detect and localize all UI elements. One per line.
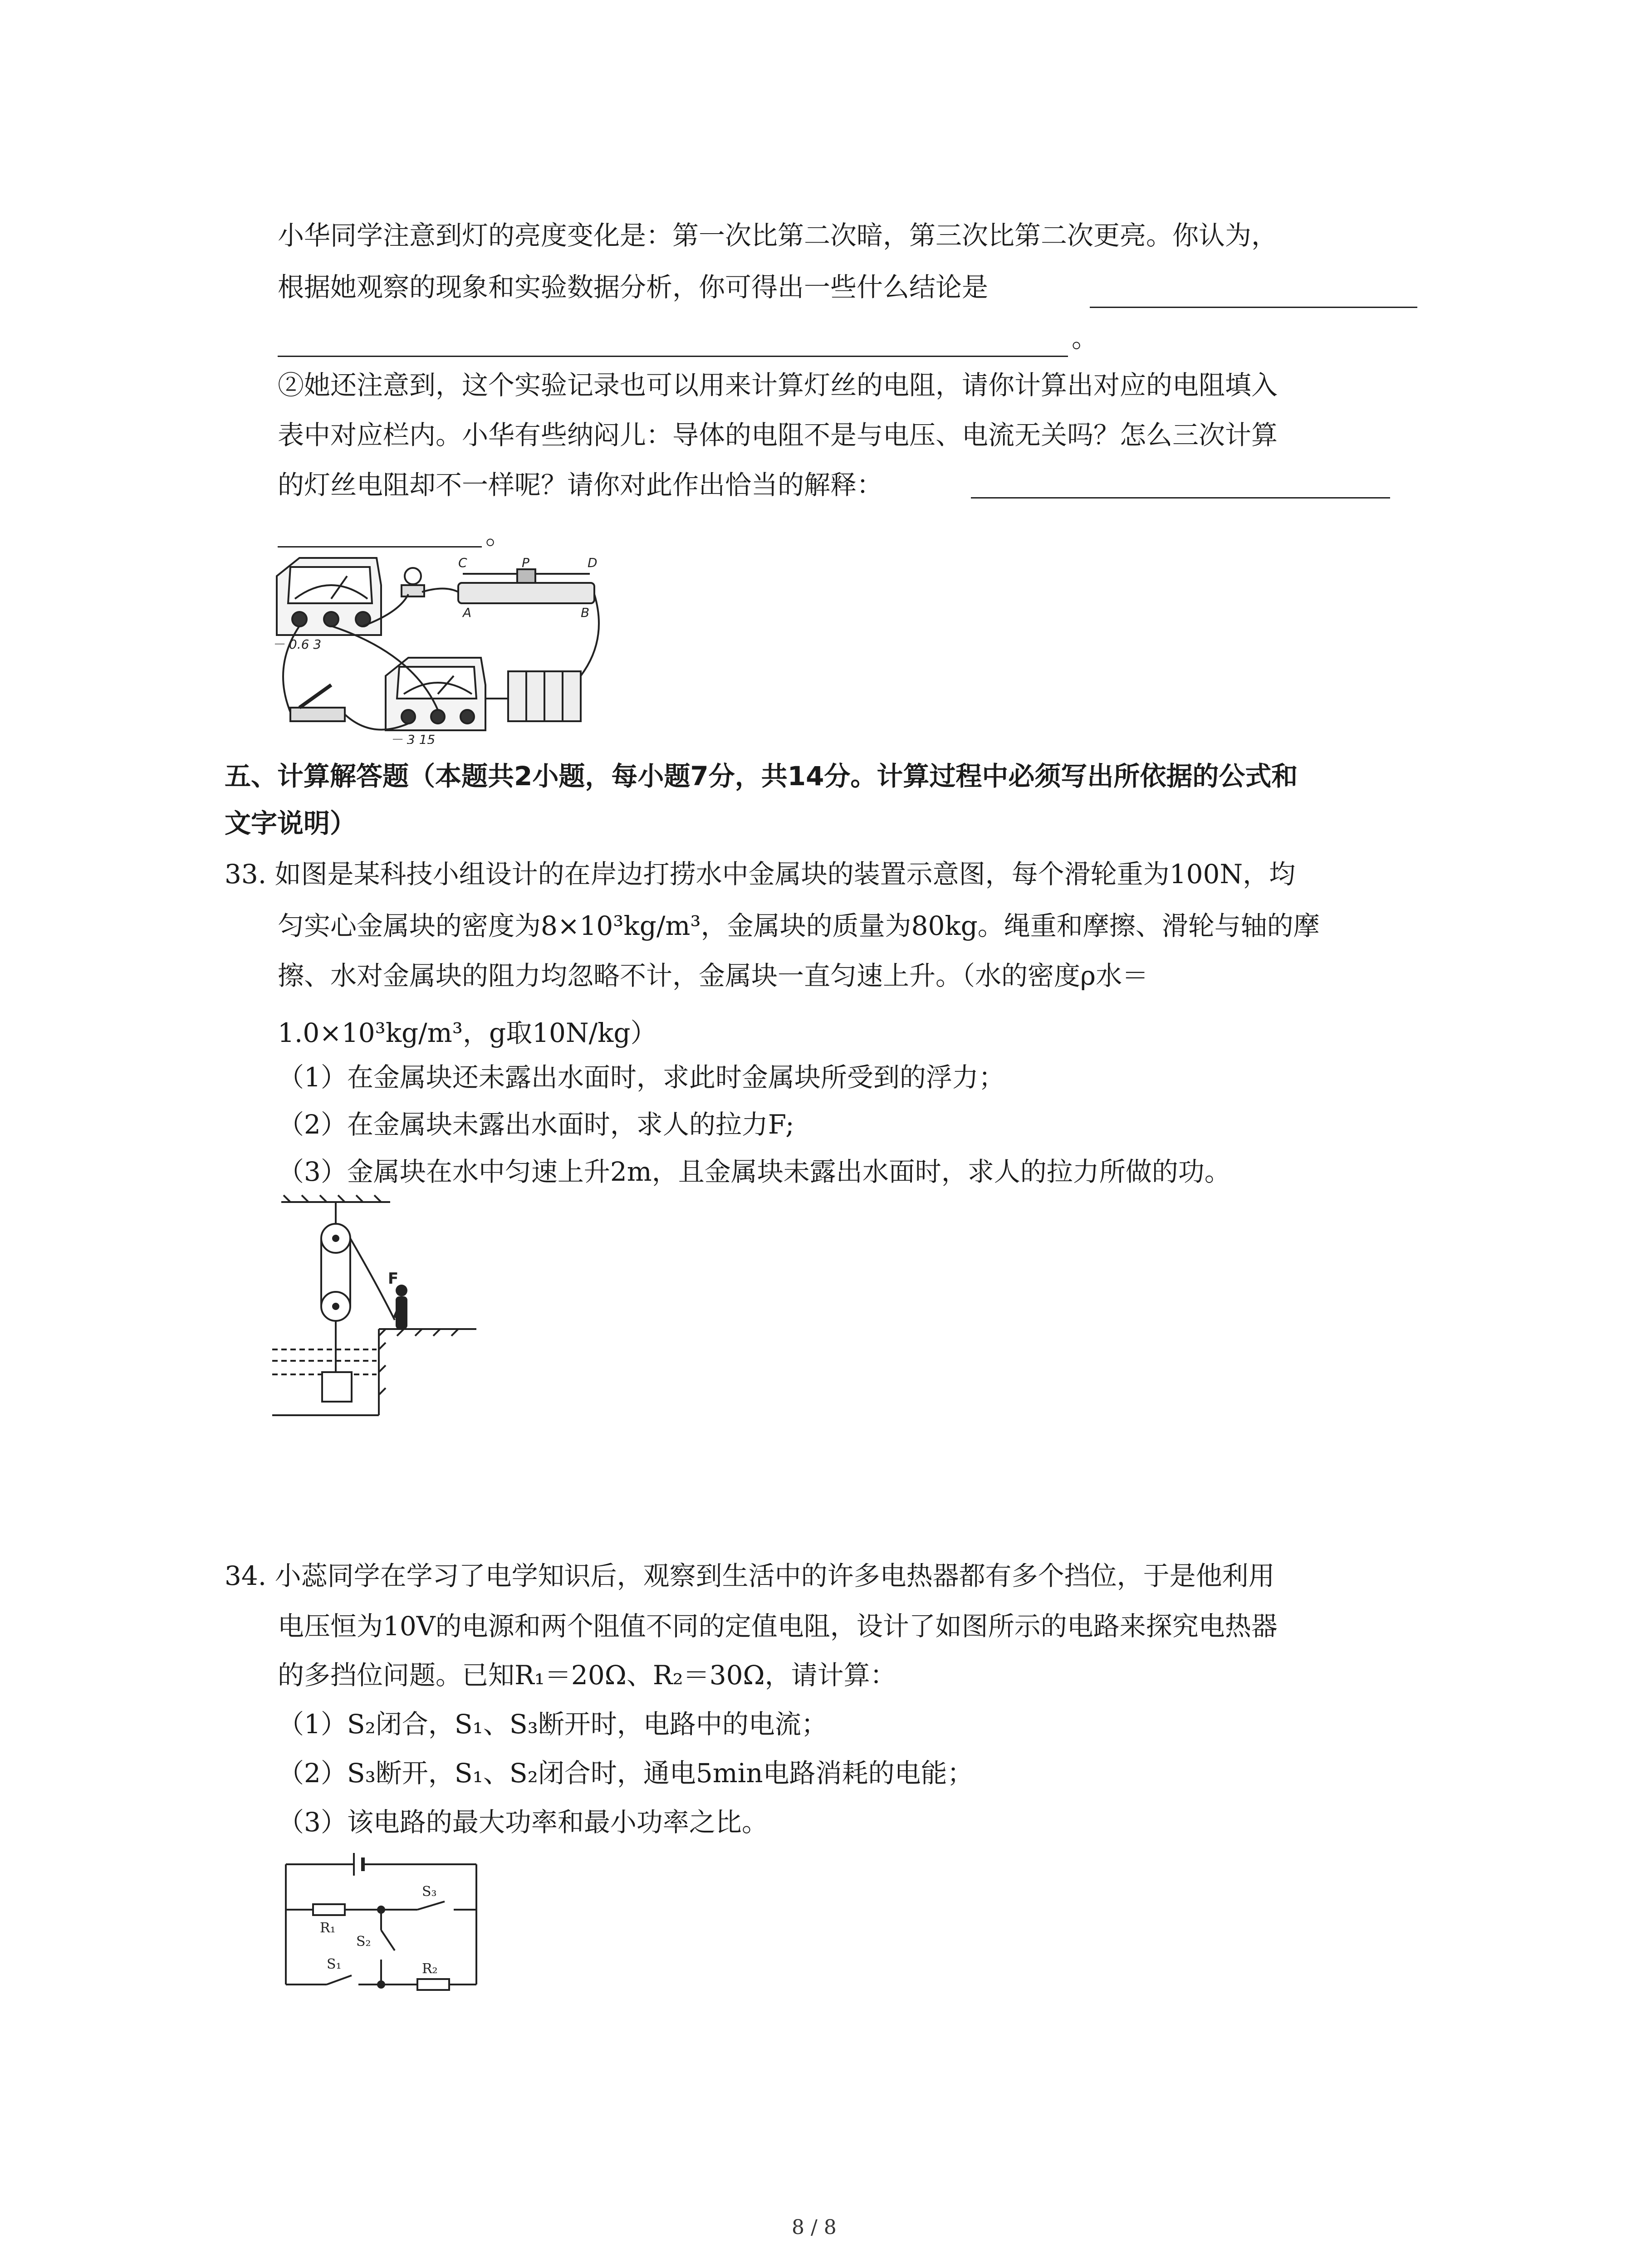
- ammeter-scale-label: － 0.6 3: [272, 637, 322, 652]
- continuation-line-6: 的灯丝电阻却不一样呢？请你对此作出恰当的解释：: [278, 469, 883, 500]
- wall-hatch-3: [379, 1388, 386, 1395]
- switch-s2-blade: [381, 1930, 395, 1950]
- q34-subquestion-1: （1）S₂闭合，S₁、S₃断开时，电路中的电流；: [278, 1709, 828, 1740]
- ceiling-hatch-2: [302, 1195, 309, 1202]
- voltmeter-terminal-3: [431, 710, 445, 723]
- fixed-pulley-axle: [333, 1236, 338, 1241]
- section-5-heading-line-1: 五、计算解答题（本题共2小题，每小题7分，共14分。计算过程中必须写出所依据的公式和: [225, 761, 1298, 792]
- rheostat-label-p: P: [522, 555, 529, 570]
- bank-hatch-5: [451, 1329, 458, 1336]
- q34-subquestion-3: （3）该电路的最大功率和最小功率之比。: [278, 1807, 768, 1838]
- experiment-circuit-svg: [263, 549, 608, 744]
- answer-blank-explain-a[interactable]: [971, 497, 1390, 499]
- q33-line-1: 33. 如图是某科技小组设计的在岸边打捞水中金属块的装置示意图，每个滑轮重为100N，均: [225, 859, 1296, 890]
- knife-switch-blade: [299, 685, 331, 708]
- rheostat-label-c: C: [458, 555, 467, 570]
- voltmeter-terminal-neg: [402, 710, 415, 723]
- ceiling-hatch-4: [338, 1195, 345, 1202]
- continuation-line-5: 表中对应栏内。小华有些纳闷儿：导体的电阻不是与电压、电流无关吗？怎么三次计算: [278, 420, 1278, 450]
- metal-block: [322, 1372, 352, 1402]
- switch-s3-blade: [417, 1901, 445, 1910]
- rheostat-label-b: B: [581, 605, 590, 620]
- bulb-base: [402, 585, 424, 596]
- bank-hatch-3: [415, 1329, 422, 1336]
- label-s2: S₂: [356, 1934, 371, 1950]
- q34-line-3: 的多挡位问题。已知R₁＝20Ω、R₂＝30Ω，请计算：: [278, 1660, 896, 1691]
- ceiling-hatch-3: [320, 1195, 327, 1202]
- rheostat-coil: [458, 583, 594, 603]
- continuation-line-4: ②她还注意到，这个实验记录也可以用来计算灯丝的电阻，请你计算出对应的电阻填入: [278, 370, 1278, 401]
- wall-hatch-1: [379, 1343, 386, 1349]
- rheostat-label-a: A: [463, 605, 472, 620]
- pulley-svg: [272, 1193, 481, 1429]
- q33-line-4: 1.0×10³kg/m³，g取10N/kg）: [278, 1017, 657, 1048]
- switch-s1-blade: [327, 1975, 352, 1984]
- q34-subquestion-2: （2）S₃断开，S₁、S₂闭合时，通电5min电路消耗的电能；: [278, 1758, 974, 1789]
- rheostat-slider: [517, 569, 535, 583]
- movable-pulley-axle: [333, 1304, 338, 1309]
- q34-line-2: 电压恒为10V的电源和两个阻值不同的定值电阻，设计了如图所示的电路来探究电热器: [278, 1611, 1278, 1642]
- continuation-line-2: 根据她观察的现象和实验数据分析，你可得出一些什么结论是: [278, 272, 989, 303]
- bulb-glass: [405, 568, 421, 584]
- heater-circuit-svg: [277, 1851, 490, 2005]
- rheostat-label-d: D: [588, 555, 598, 570]
- answer-blank-conclusion-a[interactable]: [1090, 307, 1417, 308]
- bank-hatch-1: [379, 1329, 386, 1336]
- wire-3: [422, 589, 458, 592]
- label-s3: S₃: [422, 1884, 437, 1900]
- experiment-circuit-figure: [263, 549, 608, 744]
- q33-subquestion-1: （1）在金属块还未露出水面时，求此时金属块所受到的浮力；: [278, 1062, 1005, 1093]
- page-number: 8 / 8: [792, 2216, 837, 2239]
- ceiling-hatch-6: [374, 1195, 381, 1202]
- q33-line-3: 擦、水对金属块的阻力均忽略不计，金属块一直匀速上升。（水的密度ρ水＝: [278, 960, 1149, 991]
- wall-hatch-2: [379, 1365, 386, 1372]
- q33-subquestion-2: （2）在金属块未露出水面时，求人的拉力F;: [278, 1109, 794, 1140]
- continuation-line-7-end: 。: [485, 519, 512, 550]
- voltmeter-scale-label: － 3 15: [390, 732, 436, 744]
- section-5-heading-line-2: 文字说明）: [225, 808, 357, 839]
- resistor-r2: [417, 1979, 449, 1990]
- bank-hatch-2: [397, 1329, 404, 1336]
- person-figure: [395, 1285, 407, 1329]
- heater-circuit-figure: [277, 1851, 490, 2005]
- label-r1: R₁: [320, 1920, 336, 1936]
- q34-line-1: 34. 小蕊同学在学习了电学知识后，观察到生活中的许多电热器都有多个挡位，于是他利用: [225, 1560, 1275, 1591]
- ceiling-hatch-5: [356, 1195, 363, 1202]
- knife-switch-base: [290, 708, 345, 721]
- continuation-line-1: 小华同学注意到灯的亮度变化是：第一次比第二次暗，第三次比第二次更亮。你认为，: [278, 220, 1278, 251]
- label-s1: S₁: [327, 1956, 342, 1972]
- pulley-figure: [272, 1193, 481, 1429]
- answer-blank-explain-b[interactable]: [278, 546, 482, 547]
- resistor-r1: [313, 1904, 345, 1915]
- ceiling-hatch-1: [284, 1195, 290, 1202]
- bank-hatch-4: [433, 1329, 440, 1336]
- answer-blank-conclusion-b[interactable]: [278, 356, 1068, 357]
- ammeter-terminal-06: [324, 612, 338, 626]
- q33-subquestion-3: （3）金属块在水中匀速上升2m，且金属块未露出水面时，求人的拉力所做的功。: [278, 1156, 1231, 1187]
- force-label-f: F: [388, 1270, 399, 1288]
- continuation-line-3-end: 。: [1072, 323, 1098, 353]
- voltmeter-terminal-15: [460, 710, 474, 723]
- ammeter-terminal-neg: [292, 612, 307, 626]
- q33-line-2: 匀实心金属块的密度为8×10³kg/m³，金属块的质量为80kg。绳重和摩擦、滑轮与轴的摩: [278, 910, 1320, 941]
- label-r2: R₂: [422, 1961, 438, 1977]
